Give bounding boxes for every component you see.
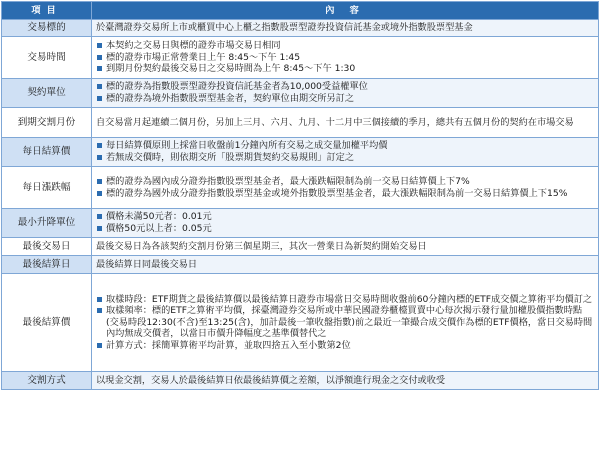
table-row xyxy=(2,37,599,79)
list-item: 價格50元以上者：0.05元 xyxy=(96,223,594,235)
table-row xyxy=(2,167,599,209)
table-row xyxy=(2,20,599,37)
row-content xyxy=(92,37,599,79)
list-item: 取樣時段：ETF期貨之最後結算價以最後結算日證券市場當日交易時間收盤前60分鐘內標的ETF成交價之算術平均價訂之 xyxy=(96,294,594,306)
list-item: 取樣頻率：標的ETF之算術平均價，採臺灣證券交易所或中華民國證券櫃檯買賣中心每次揭示發行量加權股價指數時點(交易時段12:30(不含)至13:25(含)，加計最後一筆收盤指數)前之最近一筆撮合成交價作為標的ETF價格，當日交易時間內均無成交價者，以當日市價升降幅度之基準價替代之 xyxy=(96,305,594,340)
row-content: 自交易當月起連續二個月份，另加上三月、六月、九月、十二月中三個接續的季月，總共有五個月份的契約在市場交易 xyxy=(92,108,599,138)
table-row xyxy=(2,209,599,238)
table-header-row xyxy=(2,2,599,20)
list-item: 本契約之交易日與標的證券市場交易日相同 xyxy=(96,40,594,52)
spec-table xyxy=(1,1,599,390)
table-row xyxy=(2,372,599,390)
list-item: 標的證券為指數股票型證券投資信託基金者為10,000受益權單位 xyxy=(96,81,594,93)
table-row xyxy=(2,238,599,256)
row-content xyxy=(92,274,599,372)
row-content xyxy=(92,167,599,209)
table-row xyxy=(2,256,599,274)
header-content: 內 容 xyxy=(92,2,599,20)
header-item: 項目 xyxy=(2,2,92,20)
row-label: 到期交割月份 xyxy=(2,108,92,138)
list-item: 標的證券為國外成分證券指數股票型基金或境外指數股票型基金者，最大漲跌幅限制為前一交易日結算價上下15% xyxy=(96,188,594,200)
table-row xyxy=(2,274,599,372)
table-row xyxy=(2,79,599,108)
row-content: 最後交易日為各該契約交割月份第三個星期三，其次一營業日為新契約開始交易日 xyxy=(92,238,599,256)
row-label: 交易時間 xyxy=(2,37,92,79)
row-label: 最後結算價 xyxy=(2,274,92,372)
row-label: 契約單位 xyxy=(2,79,92,108)
row-label: 每日結算價 xyxy=(2,138,92,167)
list-item: 標的證券市場正常營業日上午 8:45～下午 1:45 xyxy=(96,52,594,64)
table-row xyxy=(2,138,599,167)
list-item: 標的證券為國內成分證券指數股票型基金者，最大漲跌幅限制為前一交易日結算價上下7% xyxy=(96,176,594,188)
list-item: 若無成交價時，則依期交所「股票期貨契約交易規則」訂定之 xyxy=(96,152,594,164)
row-label: 每日漲跌幅 xyxy=(2,167,92,209)
row-label: 交割方式 xyxy=(2,372,92,390)
row-label: 最後交易日 xyxy=(2,238,92,256)
list-item: 計算方式：採簡單算術平均計算，並取四捨五入至小數第2位 xyxy=(96,340,594,352)
row-content: 最後結算日同最後交易日 xyxy=(92,256,599,274)
list-item: 每日結算價原則上採當日收盤前1分鐘內所有交易之成交量加權平均價 xyxy=(96,140,594,152)
row-label: 最後結算日 xyxy=(2,256,92,274)
list-item: 到期月份契約最後交易日之交易時間為上午 8:45～下午 1:30 xyxy=(96,63,594,75)
row-content: 以現金交割，交易人於最後結算日依最後結算價之差額，以淨額進行現金之交付或收受 xyxy=(92,372,599,390)
row-content xyxy=(92,209,599,238)
row-content xyxy=(92,138,599,167)
row-content: 於臺灣證券交易所上市或櫃買中心上櫃之指數股票型證券投資信託基金或境外指數股票型基金 xyxy=(92,20,599,37)
row-label: 交易標的 xyxy=(2,20,92,37)
list-item: 標的證券為境外指數股票型基金者，契約單位由期交所另訂之 xyxy=(96,93,594,105)
row-content xyxy=(92,79,599,108)
list-item: 價格未滿50元者：0.01元 xyxy=(96,211,594,223)
table-row xyxy=(2,108,599,138)
row-label: 最小升降單位 xyxy=(2,209,92,238)
